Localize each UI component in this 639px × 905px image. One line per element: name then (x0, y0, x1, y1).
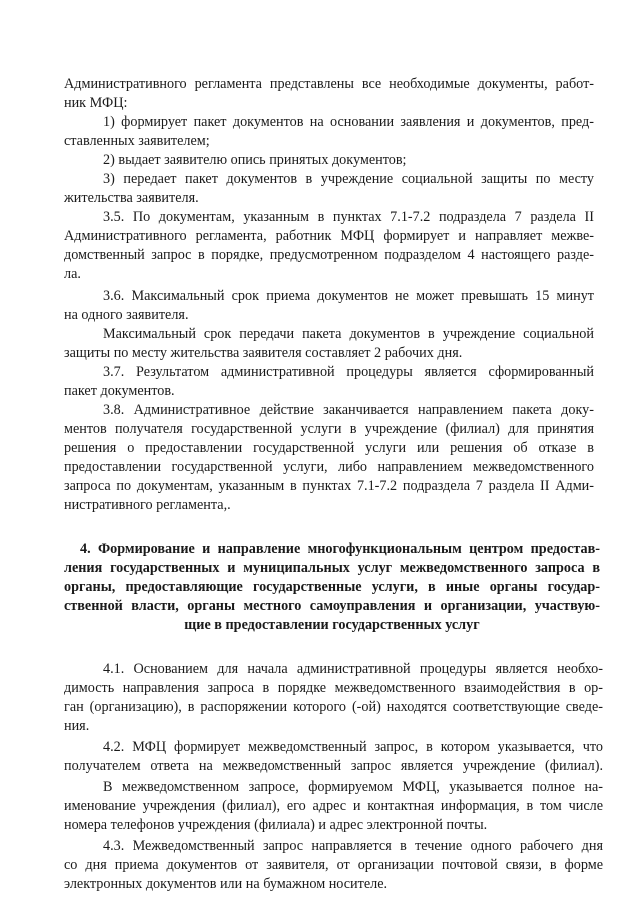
text-line: ментов получателя государственной услуги в учреждение (филиал) для принятия (64, 421, 594, 437)
text-line: домственный запрос в порядке, предусмотренном подразделом 4 настоящего разде- (64, 247, 594, 263)
text-line: номера телефонов учреждения (филиала) и адрес электронной почты. (64, 817, 488, 833)
text-line: Максимальный срок передачи пакета документов в учреждение социальной (103, 326, 594, 342)
text-line: Административного регламента представлены все необходимые документы, работ- (64, 76, 594, 92)
list-item: 1) формирует пакет документов на основании заявления и документов, пред- (103, 114, 594, 130)
section-heading: щие в предоставлении государственных услуг (184, 617, 480, 633)
section-heading: ственной власти, органы местного самоуправления и организации, участвую- (64, 598, 600, 614)
paragraph-3-5: 3.5. По документам, указанным в пунктах 7.1-7.2 подраздела 7 раздела II (103, 209, 594, 225)
section-heading: 4. Формирование и направление многофункциональным центром предостав- (80, 541, 600, 557)
text-line: защиты по месту жительства заявителя составляет 2 рабочих дня. (64, 345, 463, 361)
text-line: ния. (64, 718, 90, 734)
list-item: 2) выдает заявителю опись принятых документов; (103, 152, 407, 168)
text-line: пакет документов. (64, 383, 175, 399)
text-line: ставленных заявителем; (64, 133, 210, 149)
text-line: ник МФЦ: (64, 95, 128, 111)
text-line: электронных документов или на бумажном носителе. (64, 876, 388, 892)
text-line: В межведомственном запросе, формируемом МФЦ, указывается полное на- (103, 779, 603, 795)
paragraph-3-6: 3.6. Максимальный срок приема документов не может превышать 15 минут (103, 288, 594, 304)
paragraph-4-3: 4.3. Межведомственный запрос направляется в течение одного рабочего дня (103, 838, 603, 854)
text-line: ган (организацию), в распоряжении которого (-ой) находятся соответствующие сведе- (64, 699, 603, 715)
paragraph-3-7: 3.7. Результатом административной процедуры является сформированный (103, 364, 594, 380)
text-line: нистративного регламента,. (64, 497, 231, 513)
text-line: получателем ответа на межведомственный запрос является учреждение (филиал). (64, 758, 603, 774)
list-item: 3) передает пакет документов в учреждение социальной защиты по месту (103, 171, 594, 187)
paragraph-4-2: 4.2. МФЦ формирует межведомственный запрос, в котором указывается, что (103, 739, 603, 755)
text-line: со дня приема документов от заявителя, от организации почтовой связи, в форме (64, 857, 603, 873)
text-line: на одного заявителя. (64, 307, 189, 323)
text-line: жительства заявителя. (64, 190, 199, 206)
text-line: решения о предоставлении государственной услуги или решения об отказе в (64, 440, 594, 456)
text-line: предоставлении государственной услуги, либо направлением межведомственного (64, 459, 594, 475)
text-line: запроса по документам, указанным в пунктах 7.1-7.2 подраздела 7 раздела II Адми- (64, 478, 594, 494)
section-heading: ления государственных и муниципальных услуг межведомственного запроса в (64, 560, 600, 576)
text-line: димость направления запроса в порядке межведомственного взаимодействия в ор- (64, 680, 603, 696)
section-heading: органы, предоставляющие государственные услуги, в иные органы государ- (64, 579, 600, 595)
text-line: ла. (64, 266, 81, 282)
paragraph-4-1: 4.1. Основанием для начала административной процедуры является необхо- (103, 661, 603, 677)
paragraph-3-8: 3.8. Административное действие заканчивается направлением пакета доку- (103, 402, 594, 418)
text-line: именование учреждения (филиал), его адрес и контактная информация, в том числе (64, 798, 603, 814)
text-line: Административного регламента, работник МФЦ формирует и направляет межве- (64, 228, 594, 244)
